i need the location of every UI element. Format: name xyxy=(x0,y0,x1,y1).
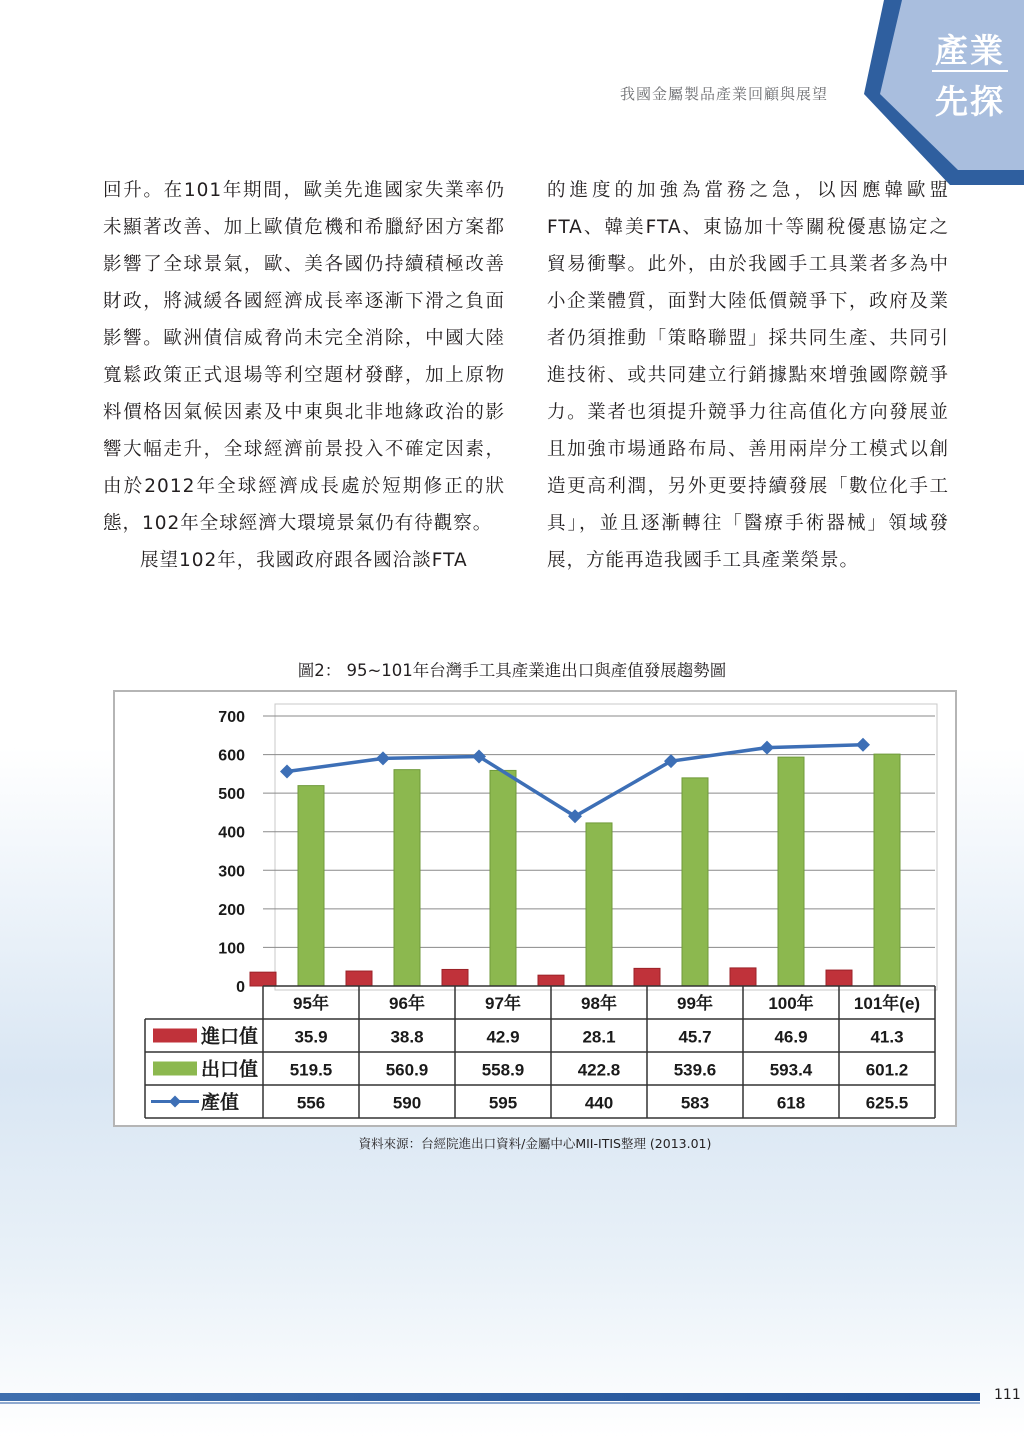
figure-source: 資料來源：台經院進出口資料/金屬中心MII-ITIS整理 (2013.01) xyxy=(358,1136,712,1151)
body-column-left xyxy=(103,172,505,579)
import-bar xyxy=(250,972,276,986)
data-table-cell: 38.8 xyxy=(390,1027,424,1047)
y-tick-label: 300 xyxy=(218,863,245,881)
category-label: 99年 xyxy=(677,994,713,1013)
y-tick-label: 400 xyxy=(218,824,245,842)
y-tick-label: 200 xyxy=(218,901,245,919)
export-bar xyxy=(298,786,324,986)
figure-title: 圖2： 95~101年台灣手工具產業進出口與產值發展趨勢圖 xyxy=(297,661,727,680)
data-table-cell: 422.8 xyxy=(577,1060,621,1080)
import-bar xyxy=(826,970,852,986)
y-tick-label: 100 xyxy=(218,940,245,958)
data-table-cell: 590 xyxy=(392,1093,422,1113)
export-bar xyxy=(682,778,708,986)
page-number: 111 xyxy=(994,1387,1021,1403)
data-table-cell: 618 xyxy=(776,1093,806,1113)
export-bar xyxy=(394,770,420,986)
data-table-cell: 625.5 xyxy=(865,1093,909,1113)
import-bar xyxy=(730,968,756,986)
section-badge-rule xyxy=(932,70,1008,72)
import-bar xyxy=(634,968,660,986)
chart-container xyxy=(113,690,957,1127)
data-table-cell: 558.9 xyxy=(481,1060,525,1080)
running-header-title: 我國金屬製品產業回顧與展望 xyxy=(619,85,828,103)
import-bar xyxy=(442,969,468,986)
footer-bar xyxy=(0,1393,980,1401)
body-column-right xyxy=(547,172,949,579)
export-bar xyxy=(586,823,612,986)
y-tick-label: 0 xyxy=(236,979,245,996)
legend-output-marker xyxy=(169,1096,181,1108)
category-label: 98年 xyxy=(581,994,617,1013)
import-bar xyxy=(346,971,372,986)
category-label: 96年 xyxy=(389,994,425,1013)
y-tick-label: 600 xyxy=(218,747,245,765)
legend-export-swatch xyxy=(153,1062,197,1076)
data-table-cell: 593.4 xyxy=(769,1060,813,1080)
category-label: 100年 xyxy=(768,994,814,1013)
legend-label: 出口值 xyxy=(201,1058,259,1081)
category-label: 101年(e) xyxy=(853,994,921,1013)
export-bar xyxy=(874,754,900,986)
import-bar xyxy=(538,975,564,986)
body-paragraph: 展望102年，我國政府跟各國洽談FTA xyxy=(140,550,468,571)
data-table-cell: 28.1 xyxy=(582,1027,616,1047)
data-table-cell: 45.7 xyxy=(678,1027,712,1047)
data-table-cell: 556 xyxy=(296,1093,326,1113)
footer-bar-underline xyxy=(0,1402,980,1404)
section-badge-label-2: 先探 xyxy=(935,82,1005,121)
chart-svg xyxy=(115,692,955,1125)
data-table-cell: 601.2 xyxy=(865,1060,909,1080)
section-badge-label-1: 產業 xyxy=(935,31,1005,70)
legend-label: 進口值 xyxy=(201,1025,259,1048)
data-table-cell: 595 xyxy=(488,1093,518,1113)
data-table-cell: 583 xyxy=(680,1093,710,1113)
data-table-cell: 35.9 xyxy=(294,1027,328,1047)
export-bar xyxy=(778,757,804,986)
category-label: 97年 xyxy=(485,994,521,1013)
y-tick-label: 700 xyxy=(218,709,245,726)
data-table-cell: 560.9 xyxy=(385,1060,429,1080)
body-paragraph: 回升。在101年期間，歐美先進國家失業率仍未顯著改善、加上歐債危機和希臘紓困方案都影響了全球景氣，歐、美各國仍持續積極改善財政，將減緩各國經濟成長率逐漸下滑之負面影響。歐洲債信威脅尚未完全消除，中國大陸寬鬆政策正式退場等利空題材發酵，加上原物料價格因氣候因素及中東與北非地緣政治的影響大幅走升，全球經濟前景投入不確定因素，由於2012年全球經濟成長處於短期修正的狀態，102年全球經濟大環境景氣仍有待觀察。 xyxy=(103,180,505,534)
legend-import-swatch xyxy=(153,1029,197,1043)
data-table-cell: 440 xyxy=(584,1093,614,1113)
data-table-cell: 46.9 xyxy=(774,1027,808,1047)
y-tick-label: 500 xyxy=(218,786,245,804)
data-table-cell: 519.5 xyxy=(289,1060,333,1080)
data-table-cell: 539.6 xyxy=(673,1060,717,1080)
category-label: 95年 xyxy=(293,994,329,1013)
export-bar xyxy=(490,770,516,986)
legend-label: 產值 xyxy=(201,1091,240,1114)
body-paragraph: 的進度的加強為當務之急，以因應韓歐盟FTA、韓美FTA、東協加十等關稅優惠協定之貿易衝擊。此外，由於我國手工具業者多為中小企業體質，面對大陸低價競爭下，政府及業者仍須推動「策略聯盟」採共同生產、共同引進技術、或共同建立行銷據點來增強國際競爭力。業者也須提升競爭力往高值化方向發展並且加強市場通路布局、善用兩岸分工模式以創造更高利潤，另外更要持續發展「數位化手工具」，並且逐漸轉往「醫療手術器械」領域發展，方能再造我國手工具產業榮景。 xyxy=(547,180,949,571)
data-table-cell: 42.9 xyxy=(486,1027,520,1047)
data-table-cell: 41.3 xyxy=(870,1027,904,1047)
